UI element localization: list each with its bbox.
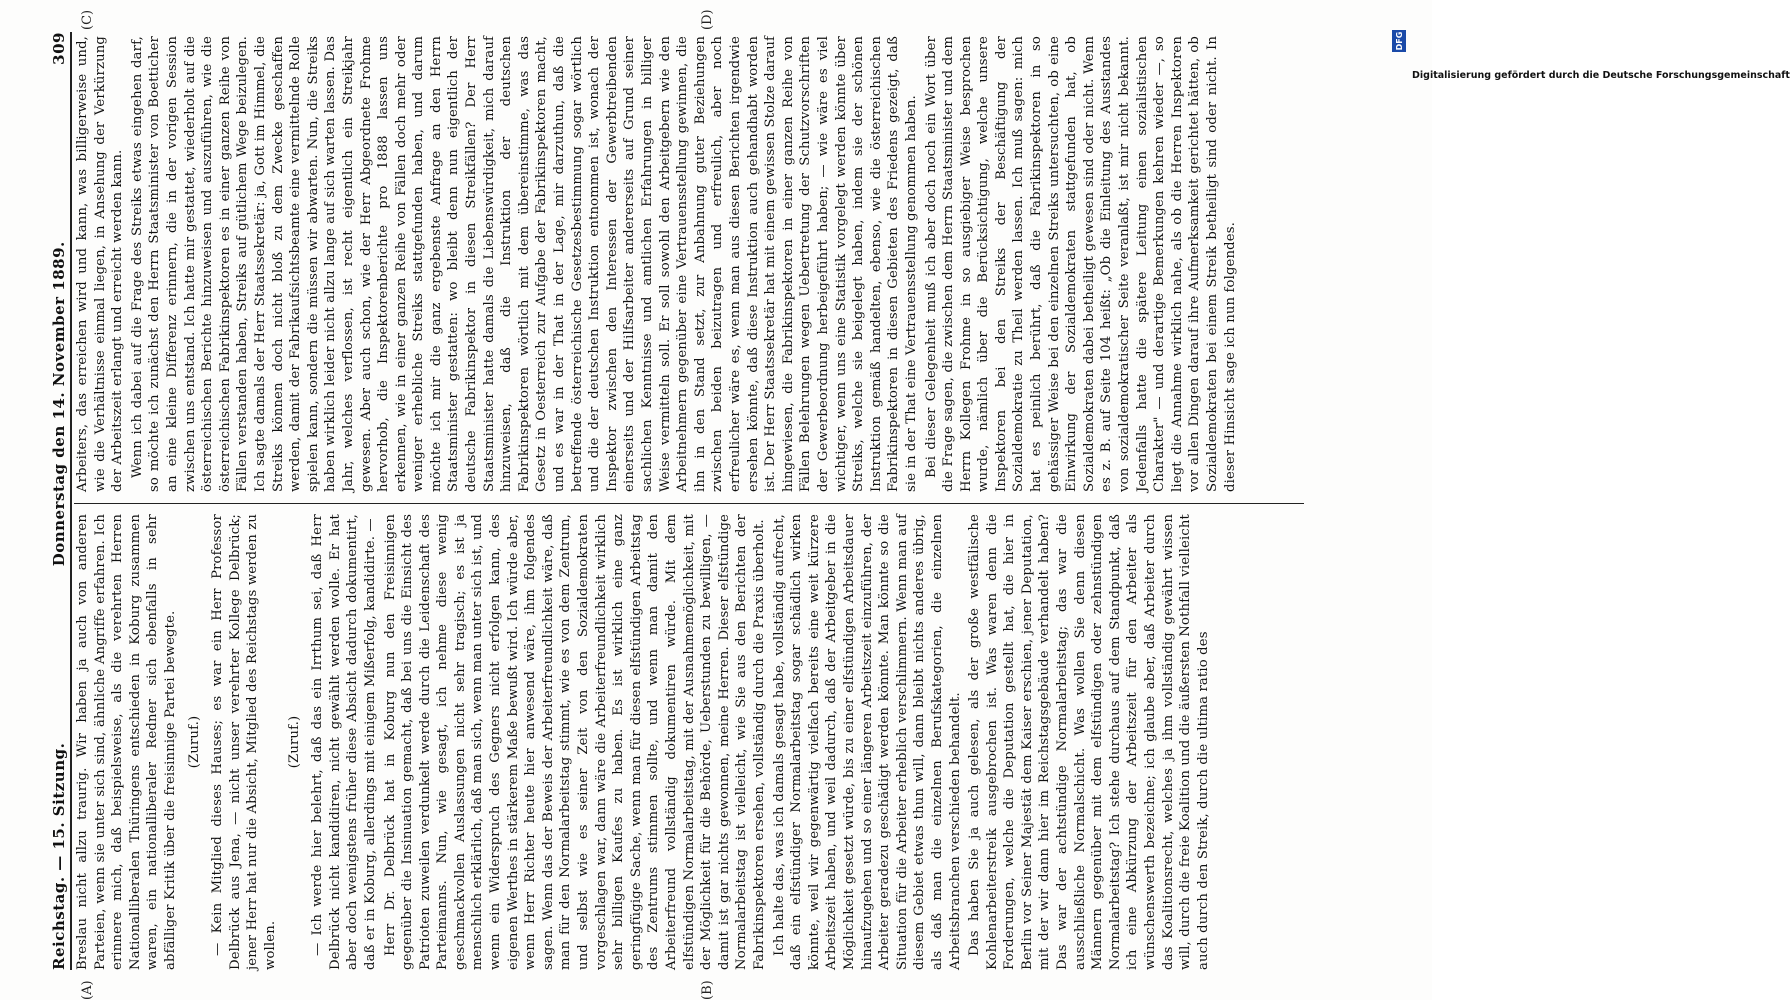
paragraph: — Ich werde hier belehrt, daß das ein Irrthum sei, daß Herr Delbrück nicht kandidiren, nicht gewählt werden wolle. Er hat aber doch wenigstens früher diese Absicht dadurch dokumentirt, daß er in Koburg, allerdings mit einigem Mißerfolg, kandidirte. —: [310, 514, 378, 970]
dfg-logo: DFG: [1392, 30, 1406, 52]
paragraph: Bei dieser Gelegenheit muß ich aber doch noch ein Wort über die Frage sagen, die zwischen dem Herrn Staatsminister und dem Herrn Kollegen Frohme in so ausgiebiger Weise besprochen wurde, nämlich über die Berücksichtigung, welche unsere Inspektoren bei den Streiks der Beschäftigung der Sozialdemokratie zu Theil werden lassen. Ich muß sagen: mich hat es peinlich berührt, daß die Fabrikinspektoren in so gehässiger Weise bei den einzelnen Streiks untersuchten, ob eine Einwirkung der Sozialdemokraten stattgefunden hat, ob Sozialdemokraten dabei betheiligt gewesen sind oder nicht. Wenn es z. B. auf Seite 104 heißt: „Ob die Einleitung des Ausstandes von sozialdemokratischer Seite veranlaßt, ist mir nicht bekannt. Jedenfalls hatte die spätere Leitung einen sozialistischen Charakter" — und derartige Bemerkungen kehren wieder —, so liegt die Annahme wirklich nahe, als ob die Herren Inspektoren vor allen Dingen darauf ihre Aufmerksamkeit gerichtet hätten, ob Sozialdemokraten bei einem Streik betheiligt sind oder nicht. In dieser Hinsicht sage ich nun folgendes.: [923, 36, 1238, 492]
margin-marker-d: (D): [700, 9, 715, 30]
left-column: [74, 514, 1304, 970]
paragraph: Das haben Sie ja auch gelesen, als der große westfälische Kohlenarbeiterstreik ausgebrochen ist. Was waren denn die Forderungen, welche die Deputation gestellt hat, die hier in Berlin vor Seiner Majestät dem Kaiser erschien, jener Deputation, mit der wir dann hier im Reichstagsgebäude verhandelt haben? Das war der achtstündige Normalarbeitstag; das war die ausschließliche Normalschicht. Was wollen Sie denn diesen Männern gegenüber mit dem elfstündigen oder zehnstündigen Normalarbeitstag? Ich stehe durchaus auf dem Standpunkt, daß ich eine Abkürzung der Arbeitszeit für den Arbeiter als wünschenswerth bezeichne; ich glaube aber, daß Arbeiter durch das Koalitionsrecht, welches ja ihm vollständig gewährt wissen will, durch die freie Koalition und die äußersten Nothfall vielleicht auch durch den Streik, durch die ultima ratio des: [967, 514, 1211, 970]
interjection: (Zuruf.): [286, 715, 302, 769]
paragraph: Herr Dr. Delbrück hat in Koburg nun den Freisinnigen gegenüber die Insinuation gemacht, daß bei uns die Einsicht des Patrioten zuweilen verdunkelt werde durch die Leidenschaft des Parteimanns. Nun, wie gesagt, ich nehme diese wenig geschmackvollen Auslassungen nicht sehr tragisch; es ist ja menschlich erklärlich, daß man sich, wenn man unter sich ist, und wenn ein Widerspruch des Gegners nicht erfolgen kann, des eigenen Werthes in stärkerem Maße bewußt wird. Ich würde aber, wenn Herr Richter heute hier anwesend wäre, ihm folgendes sagen. Wenn das der Beweis der Arbeiterfreundlichkeit wäre, daß man für den Normalarbeitstag stimmt, wie es von dem Zentrum, und selbst wie es seiner Zeit von den Sozialdemokraten vorgeschlagen war, dann wäre die Arbeiterfreundlichkeit wirklich sehr billigen Kaufes zu haben. Es ist wirklich eine ganz geringfügige Sache, wenn man für diesen elfstündigen Arbeitstag des Zentrums stimmen sollte, und wenn man damit den Arbeiterfreund vollständig dokumentiren würde. Mit dem elfstündigen Normalarbeitstag, mit der Ausnahmemöglichkeit, mit der Möglichkeit für die Behörde, Ueberstunden zu bewilligen, — damit ist gar nichts gewonnen, meine Herren. Dieser elfstündige Normalarbeitstag ist vielleicht, wie Sie aus den Berichten der Fabrikinspektoren ersehen, vollständig durch die Praxis überholt.: [382, 514, 767, 970]
paragraph: Arbeiters, das erreichen wird und kann, was billigerweise und, wie die Verhältnisse einmal liegen, in Ansehung der Verkürzung der Arbeitszeit erlangt und erreicht werden kann.: [75, 36, 126, 492]
paragraph: Ich halte das, was ich damals gesagt habe, vollständig aufrecht, daß ein elfstündiger Normalarbeitstag sogar schädlich wirken könnte, weil wir gegenwärtig vielfach bereits eine weit kürzere Arbeitszeit haben, und weil dadurch, daß der Arbeitgeber in die Möglichkeit gesetzt würde, bis zu einer elfstündigen Arbeitsdauer hinaufzugehen und so einer längeren Arbeitszeit einzuführen, der Arbeiter geradezu geschädigt werden könnte. Man könnte so die Situation für die Arbeiter erheblich verschlimmern. Wenn man auf diesem Gebiet etwas thun will, dann bleibt nichts anderes übrig, als daß man die einzelnen Berufskategorien, die einzelnen Arbeitsbranchen verschieden behandelt.: [771, 514, 963, 970]
header-rule: [70, 32, 72, 970]
paragraph: — Kein Mitglied dieses Hauses; es war ein Herr Professor Delbrück aus Jena, — nicht unser verehrter Kollege Delbrück; jener Herr hat nur die Absicht, Mitglied des Reichstags werden zu wollen.: [210, 514, 278, 970]
margin-marker-c: (C): [80, 9, 95, 30]
header-date: Donnerstag den 14. November 1889.: [50, 241, 68, 567]
interjection: (Zuruf.): [186, 715, 202, 769]
header-page-number: 309: [50, 32, 68, 65]
right-column: [74, 36, 1304, 492]
margin-marker-b: (B): [700, 980, 715, 1000]
margin-marker-a: (A): [80, 980, 95, 1000]
paragraph: Wenn ich dabei auf die Frage des Streiks etwas eingehen darf, so möchte ich zunächst den Herrn Staatsminister von Boetticher an eine kleine Differenz erinnern, die in der vorigen Session zwischen uns entstand. Ich hatte mir gestattet, wiederholt auf die österreichischen Berichte hinzuweisen und auszuführen, wie die österreichischen Fabrikinspektoren es in einer ganzen Reihe von Fällen verstanden haben, Streiks auf gütlichem Wege beizulegen. Ich sagte damals der Herr Staatssekretär: ja, Gott im Himmel, die Streiks können doch nicht bloß zu dem Zwecke geschaffen werden, damit der Fabrikaufsichtsbeamte eine vermittelnde Rolle spielen kann, sondern die müssen wir abwarten. Nun, die Streiks haben wirklich leider nicht allzu lange auf sich warten lassen. Das Jahr, welches verflossen, ist recht eigentlich ein Streikjahr gewesen. Aber auch schon, wie der Herr Abgeordnete Frohme hervorhob, die Inspektorenberichte pro 1888 lassen uns erkennen, wie in einer ganzen Reihe von Fällen doch mehr oder weniger erhebliche Streiks stattgefunden haben, und darum möchte ich mir die ganz ergebenste Anfrage an den Herrn Staatsminister gestatten: wo bleibt denn nun eigentlich der deutsche Fabrikinspektor in diesen Streikfällen? Der Herr Staatsminister hatte damals die Liebenswürdigkeit, mich darauf hinzuweisen, daß die Instruktion der deutschen Fabrikinspektoren wörtlich mit dem übereinstimme, was das Gesetz in Oesterreich zur Aufgabe der Fabrikinspektoren macht, und es war in der That in der Lage, mir darzuthun, daß die betreffende österreichische Gesetzesbestimmung sogar wörtlich und die der deutschen Instruktion entnommen ist, wonach der Inspektor zwischen den Interessen der Gewerbtreibenden einerseits und der Hilfsarbeiter andererseits auf Grund seiner sachlichen Kenntnisse und amtlichen Erfahrungen in billiger Weise vermitteln soll. Er soll sowohl den Arbeitgebern wie den Arbeitnehmern gegenüber eine Vertrauensstellung gewinnen, die ihn in den Stand setzt, zur Anbahnung guter Beziehungen zwischen beiden beizutragen und erfreulich, aber noch erfreulicher wäre es, wenn man aus diesen Berichten irgendwie ersehen könnte, daß diese Instruktion auch gehandhabt worden ist. Der Herr Staatssekretär hat mit einem gewissen Stolze darauf hingewiesen, die Fabrikinspektoren in einer ganzen Reihe von Fällen Belehrungen wegen Uebertretung der Schutzvorschriften der Gewerbeordnung herbeigeführt haben; — wie wäre es viel wichtiger, wenn uns eine Statistik vorgelegt werden könnte über Streiks, welche sie beigelegt haben, indem sie der schönen Instruktion gemäß handelten, ebenso, wie die österreichischen Fabrikinspektoren in diesen Gebieten des Friedens gezeigt, daß sie in der That eine Vertrauensstellung genommen haben.: [129, 36, 919, 492]
page-header: [38, 32, 68, 970]
paragraph: Breslau nicht allzu traurig. Wir haben ja auch von anderen Parteien, wenn sie unter sich sind, ähnliche Angriffe erfahren. Ich erinnere mich, daß beispielsweise, als die verehrten Herren Nationalliberalen Thüringens entschieden in Koburg zusammen waren, ein nationalliberaler Redner sich ebenfalls in sehr abfälliger Kritik über die freisinnige Partei bewegte.: [75, 514, 178, 970]
funding-note-text: Digitalisierung gefördert durch die Deutsche Forschungsgemeinschaft: [1412, 70, 1790, 81]
column-divider: [74, 503, 1304, 504]
header-session: Reichstag. — 15. Sitzung.: [50, 742, 68, 970]
